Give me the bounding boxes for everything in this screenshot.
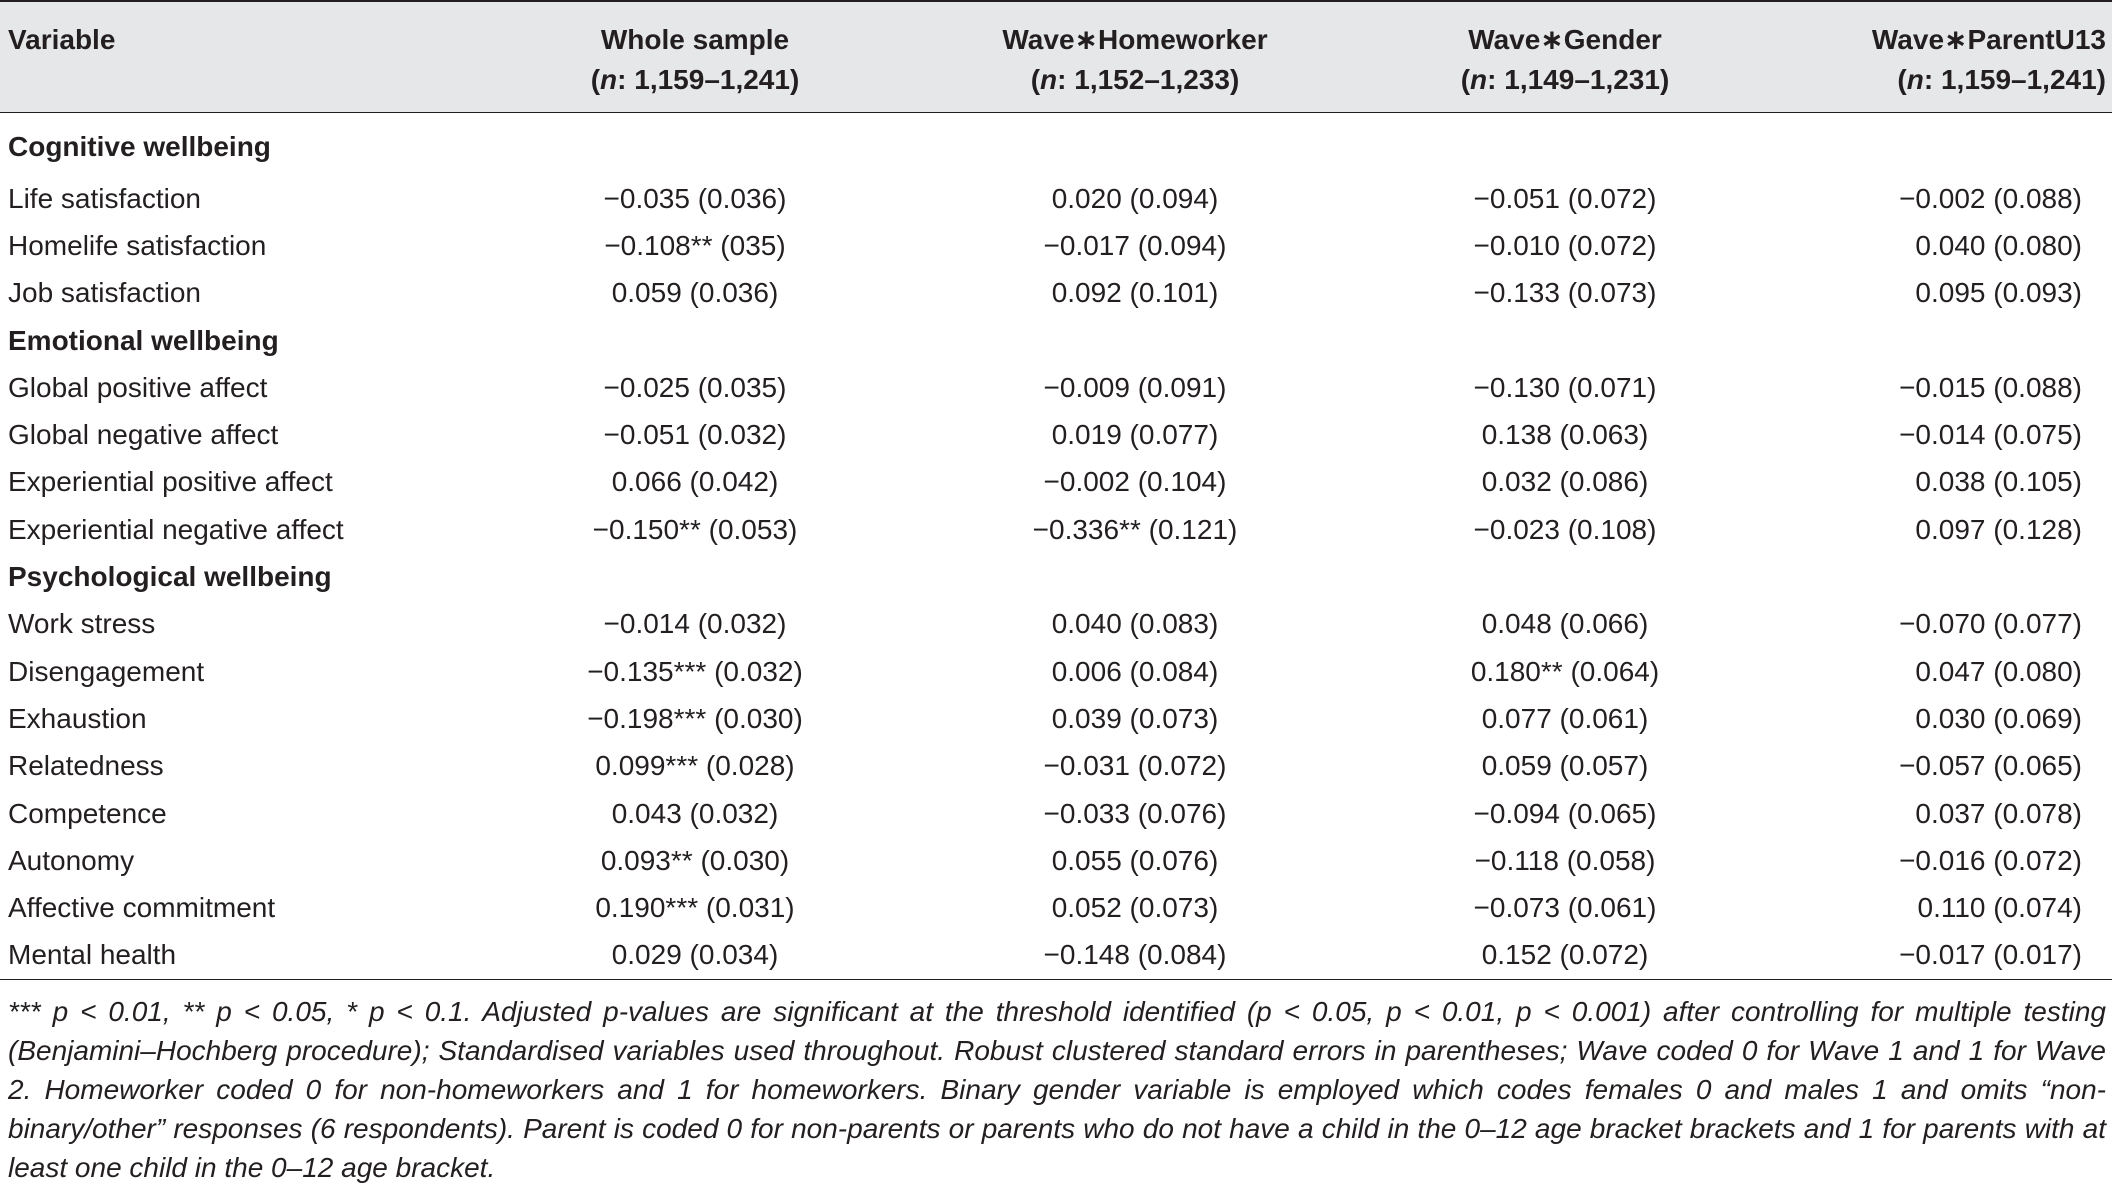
header-col-n: (n: 1,149–1,231) <box>1460 64 1670 95</box>
table-cell: −0.130 (0.071) <box>1473 371 1657 403</box>
table-cell: −0.023 (0.108) <box>1473 513 1657 545</box>
table-cell: 0.066 (0.042) <box>611 466 779 498</box>
header-col-wave-homeworker <box>920 1 1350 113</box>
table-cell: 0.099*** (0.028) <box>595 750 795 782</box>
header-row <box>0 1 2112 113</box>
table-row <box>0 648 2112 695</box>
table-cell: −0.025 (0.035) <box>603 371 787 403</box>
table-cell: 0.040 (0.080) <box>1915 229 2082 261</box>
table-row <box>0 506 2112 553</box>
table-cell: −0.016 (0.072) <box>1899 844 2082 876</box>
table-cell: 0.038 (0.105) <box>1915 466 2082 498</box>
header-col-n: (n: 1,152–1,233) <box>1030 64 1240 95</box>
table-cell: 0.037 (0.078) <box>1915 797 2082 829</box>
table-cell: −0.009 (0.091) <box>1043 371 1227 403</box>
table-cell: 0.138 (0.063) <box>1481 419 1649 451</box>
table-cell: −0.073 (0.061) <box>1473 892 1657 924</box>
table-row <box>0 364 2112 411</box>
table-cell: 0.006 (0.084) <box>1051 655 1219 687</box>
section-heading: Psychological wellbeing <box>8 561 332 593</box>
section-row <box>0 113 2112 176</box>
section-heading: Cognitive wellbeing <box>8 131 271 162</box>
header-col-title: Whole sample <box>600 24 790 55</box>
header-col-n: (n: 1,159–1,241) <box>1897 64 2106 95</box>
table-cell: 0.030 (0.069) <box>1915 702 2082 734</box>
row-label: Life satisfaction <box>8 182 201 214</box>
table-cell: −0.035 (0.036) <box>603 182 787 214</box>
table-row <box>0 411 2112 458</box>
table-cell: −0.070 (0.077) <box>1899 608 2082 640</box>
row-label: Job satisfaction <box>8 277 201 309</box>
table-cell: 0.092 (0.101) <box>1051 277 1219 309</box>
table-cell: 0.029 (0.034) <box>470 932 920 980</box>
table-row <box>0 884 2112 931</box>
table-cell: −0.017 (0.094) <box>1043 229 1227 261</box>
header-col-wave-gender <box>1350 1 1780 113</box>
section-heading: Emotional wellbeing <box>8 324 279 356</box>
table-cell: 0.095 (0.093) <box>1915 277 2082 309</box>
row-label: Global negative affect <box>8 419 279 451</box>
header-col-wave-parentu13 <box>1780 1 2112 113</box>
table-cell: −0.002 (0.088) <box>1899 182 2082 214</box>
table-cell: −0.108** (035) <box>604 229 786 261</box>
header-variable: Variable <box>0 1 470 113</box>
table-row <box>0 222 2112 269</box>
header-col-title: Wave∗Gender <box>1468 24 1662 55</box>
row-label: Work stress <box>8 608 156 640</box>
table-cell: 0.047 (0.080) <box>1915 655 2082 687</box>
table-cell: −0.010 (0.072) <box>1473 229 1657 261</box>
header-col-title: Wave∗Homeworker <box>1002 24 1268 55</box>
row-label: Mental health <box>0 932 470 980</box>
table-cell: 0.190*** (0.031) <box>595 892 795 924</box>
table-body <box>0 113 2112 980</box>
table-cell: 0.077 (0.061) <box>1481 702 1649 734</box>
row-label: Homelife satisfaction <box>8 229 267 261</box>
table-cell: −0.148 (0.084) <box>920 932 1350 980</box>
table-cell: −0.015 (0.088) <box>1899 371 2082 403</box>
table-cell: 0.180** (0.064) <box>1470 655 1660 687</box>
table-cell: 0.043 (0.032) <box>611 797 779 829</box>
table-cell: −0.014 (0.032) <box>603 608 787 640</box>
table-cell: 0.059 (0.036) <box>611 277 779 309</box>
table-cell: 0.020 (0.094) <box>1051 182 1219 214</box>
table-cell: 0.097 (0.128) <box>1915 513 2082 545</box>
table-row <box>0 270 2112 317</box>
table-cell: −0.150** (0.053) <box>592 513 798 545</box>
table-cell: −0.031 (0.072) <box>1043 750 1227 782</box>
table-cell: −0.014 (0.075) <box>1899 419 2082 451</box>
header-col-n: (n: 1,159–1,241) <box>590 64 800 95</box>
table-cell: −0.118 (0.058) <box>1474 844 1656 876</box>
row-label: Experiential positive affect <box>8 466 333 498</box>
header-col-title: Wave∗ParentU13 <box>1871 24 2106 55</box>
table-cell: 0.019 (0.077) <box>1051 419 1219 451</box>
table-cell: 0.110 (0.074) <box>1917 892 2082 924</box>
row-label: Exhaustion <box>8 702 147 734</box>
table-cell: −0.051 (0.072) <box>1473 182 1657 214</box>
table-row <box>0 459 2112 506</box>
table-cell: −0.057 (0.065) <box>1899 750 2082 782</box>
table-cell: −0.033 (0.076) <box>1043 797 1227 829</box>
row-label: Autonomy <box>8 844 135 876</box>
table-cell: 0.032 (0.086) <box>1481 466 1649 498</box>
table-cell: −0.002 (0.104) <box>1043 466 1227 498</box>
row-label: Experiential negative affect <box>8 513 344 545</box>
table-cell: 0.039 (0.073) <box>1051 702 1219 734</box>
row-label: Competence <box>8 797 167 829</box>
table-row <box>0 743 2112 790</box>
table-cell: −0.051 (0.032) <box>603 419 787 451</box>
table-cell: −0.198*** (0.030) <box>587 702 803 734</box>
table-row <box>0 932 2112 980</box>
table-cell: 0.059 (0.057) <box>1481 750 1649 782</box>
table-cell: −0.094 (0.065) <box>1473 797 1657 829</box>
table-cell: −0.133 (0.073) <box>1473 277 1657 309</box>
table-cell: 0.152 (0.072) <box>1350 932 1780 980</box>
table-row <box>0 601 2112 648</box>
table-cell: −0.017 (0.017) <box>1780 932 2112 980</box>
table-header <box>0 1 2112 113</box>
table-cell: 0.040 (0.083) <box>1051 608 1219 640</box>
section-row <box>0 317 2112 364</box>
row-label: Affective commitment <box>8 892 276 924</box>
row-label: Global positive affect <box>8 371 268 403</box>
table-footnote: *** p < 0.01, ** p < 0.05, * p < 0.1. Adjusted p-values are significant at the threshold identified (p < 0.05, p < 0.01, p < 0.001) after controlling for multiple testing (Benjamini–Hochberg procedure); Standardised variables used throughout. Robust clustered standard errors in parentheses; Wave coded 0 for Wave 1 and 1 for Wave 2. Homeworker coded 0 for non-homeworkers and 1 for homeworkers. Binary gender variable is employed which codes females 0 and males 1 and omits “non-binary/other” responses (6 respondents). Parent is coded 0 for non-parents or parents who do not have a child in the 0–12 age bracket brackets and 1 for parents with at least one child in the 0–12 age bracket. <box>8 996 2106 1184</box>
table-cell: 0.055 (0.076) <box>1051 844 1219 876</box>
table-cell: −0.336** (0.121) <box>1032 513 1238 545</box>
table-row <box>0 695 2112 742</box>
table-row <box>0 790 2112 837</box>
table-cell: 0.052 (0.073) <box>1051 892 1219 924</box>
header-col-whole-sample <box>470 1 920 113</box>
table-cell: 0.093** (0.030) <box>600 844 790 876</box>
table-cell: −0.135*** (0.032) <box>587 655 803 687</box>
section-row <box>0 553 2112 600</box>
row-label: Relatedness <box>8 750 164 782</box>
table-row <box>0 175 2112 222</box>
row-label: Disengagement <box>8 655 205 687</box>
table-cell: 0.048 (0.066) <box>1481 608 1649 640</box>
table-row <box>0 837 2112 884</box>
